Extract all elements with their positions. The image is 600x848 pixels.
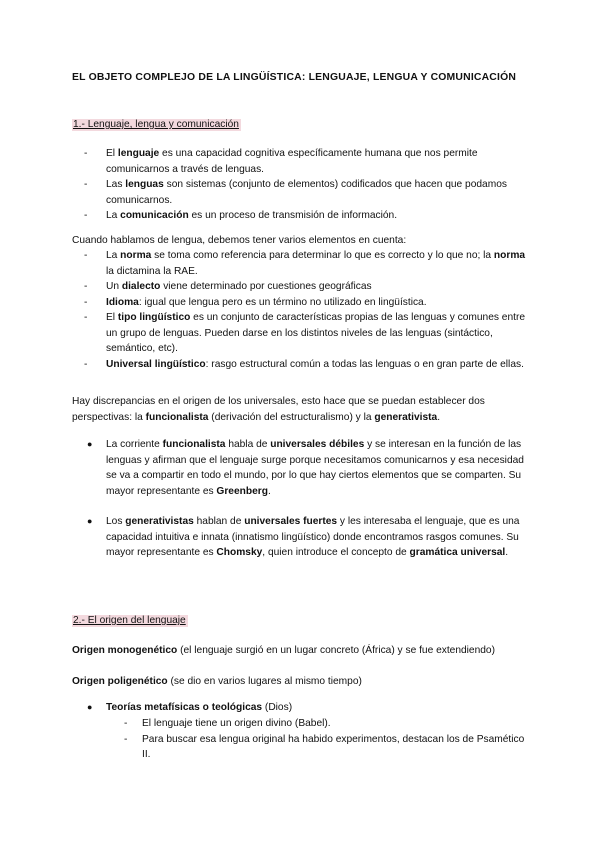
dash-marker: - (84, 358, 88, 370)
dash-marker: - (84, 250, 88, 261)
list-item-text: La norma se toma como referencia para determinar lo que es correcto y lo que no; la norma la dictamina la RAE. (106, 250, 526, 277)
list-item-text: El lenguaje tiene un origen divino (Babel). (142, 718, 331, 729)
dash-marker: - (84, 148, 88, 159)
list-item (84, 295, 529, 311)
list-item (84, 310, 529, 357)
theory-sub-list (120, 716, 530, 763)
list-item (120, 716, 530, 732)
dash-marker: - (124, 733, 128, 745)
list-item-text: El lenguaje es una capacidad cognitiva específicamente humana que nos permite comunicarnos a través de lenguas. (106, 148, 478, 175)
definitions-list (84, 146, 529, 224)
list-item (84, 514, 529, 561)
page-title: EL OBJETO COMPLEJO DE LA LINGÜÍSTICA: LENGUAJE, LENGUA Y COMUNICACIÓN (72, 72, 517, 83)
section-1-heading (72, 118, 241, 132)
list-item-text: La comunicación es un proceso de transmisión de información. (106, 210, 398, 221)
list-item (84, 279, 529, 295)
list-item-text: Las lenguas son sistemas (conjunto de elementos) codificados que hacen que podamos comunicarnos. (106, 179, 507, 206)
theories-list (84, 700, 529, 716)
dash-marker: - (124, 718, 128, 729)
list-item-text: Teorías metafísicas o teológicas (Dios) (106, 702, 293, 713)
list-item (84, 248, 529, 279)
dash-marker: - (84, 312, 88, 323)
list-item-text: Idioma: igual que lengua pero es un término no utilizado en lingüística. (106, 296, 427, 308)
list-item-text: Los generativistas hablan de universales fuertes y les interesaba el lenguaje, que es una capacidad intuitiva e innata (innatismo lingüístico) donde encontramos rasgos comunes. Su mayor representante es Chomsky, quien introduce el concepto de gramática universal. (106, 516, 520, 558)
dash-marker: - (84, 179, 88, 190)
dash-marker: - (84, 210, 88, 221)
section-2-heading-text: 2.- El origen del lenguaje (73, 615, 186, 626)
bullet-marker: ● (87, 702, 93, 712)
perspectives-list (84, 437, 529, 561)
dash-marker: - (84, 296, 88, 308)
list-item-text: Para buscar esa lengua original ha habido experimentos, destacan los de Psamético II. (142, 733, 525, 760)
list-item (84, 208, 529, 224)
section-1-heading-text: 1.- Lenguaje, lengua y comunicación (73, 119, 239, 130)
bullet-marker: ● (87, 439, 93, 449)
elements-list (84, 248, 529, 372)
list-item (84, 146, 529, 177)
list-item-text: La corriente funcionalista habla de universales débiles y se interesan en la función de las lenguas y afirman que el lenguaje surge porque necesitamos comunicarnos y esa necesidad se va a compartir en todo el mundo, por lo que hay ciertos elementos que se comparten. Su mayor representante es Greenberg. (106, 439, 524, 497)
list-item (84, 700, 529, 716)
monogenetic-paragraph: Origen monogenético (el lenguaje surgió en un lugar concreto (África) y se fue extendiendo) (72, 645, 495, 656)
list-item-text: El tipo lingüístico es un conjunto de características propias de las lenguas y comunes entre un grupo de lenguas. Pueden darse en los distintos niveles de las lenguas (sintáctico, semántico, etc). (106, 312, 526, 354)
list-item (84, 357, 529, 373)
bullet-marker: ● (87, 516, 93, 526)
list-item-text: Un dialecto viene determinado por cuestiones geográficas (106, 281, 372, 292)
discrepancy-paragraph: Hay discrepancias en el origen de los universales, esto hace que se puedan establecer dos perspectivas: la funcionalista (derivación del estructuralismo) y la generativista. (72, 396, 485, 423)
list-item-text: Universal lingüístico: rasgo estructural común a todas las lenguas o en gran parte de ellas. (106, 358, 524, 370)
list-item (120, 732, 530, 763)
elements-intro: Cuando hablamos de lengua, debemos tener varios elementos en cuenta: (72, 235, 407, 246)
section-2-heading (72, 614, 188, 628)
dash-marker: - (84, 281, 88, 292)
poligenetic-paragraph: Origen poligenético (se dio en varios lugares al mismo tiempo) (72, 676, 362, 687)
list-item (84, 177, 529, 208)
list-item (84, 437, 529, 499)
